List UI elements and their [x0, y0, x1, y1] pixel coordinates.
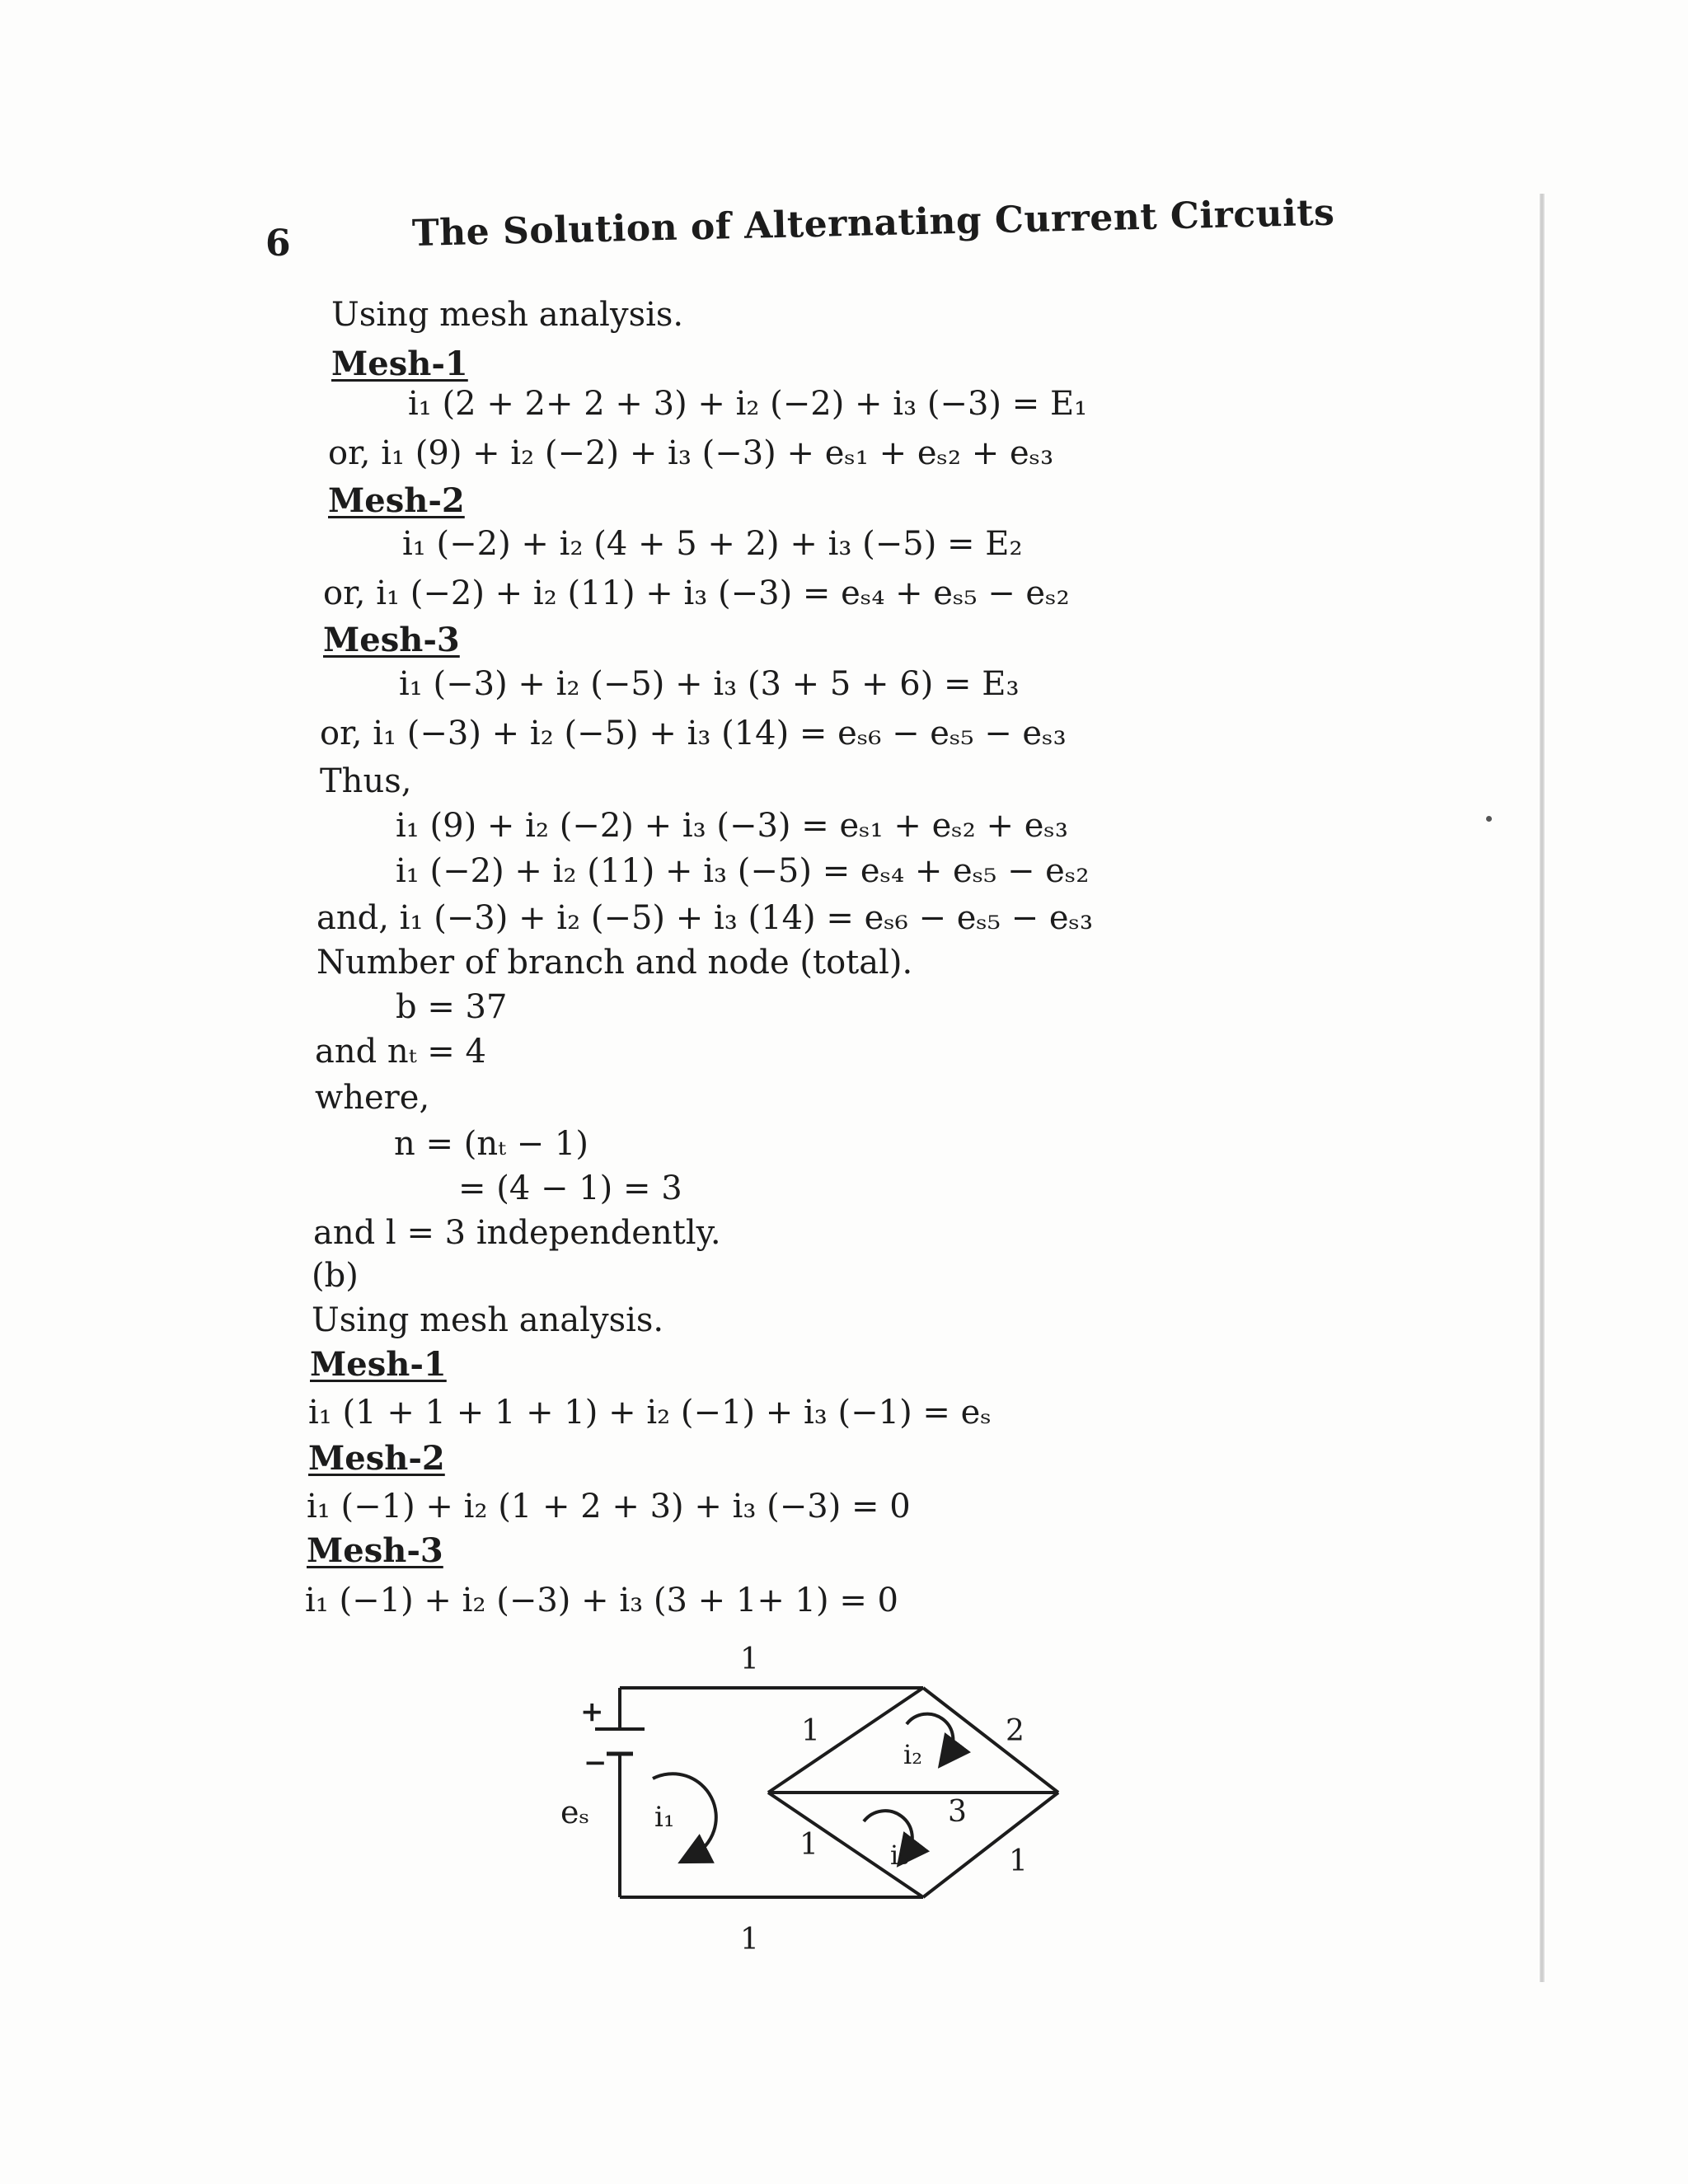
part-b-mesh1-eq: i₁ (1 + 1 + 1 + 1) + i₂ (−1) + i₃ (−1) = eₛ — [308, 1394, 992, 1432]
bottom-resistor-label: 1 — [740, 1923, 759, 1957]
part-a-mesh3-heading: Mesh-3 — [323, 621, 460, 659]
system-eq1: i₁ (9) + i₂ (−2) + i₃ (−3) = eₛ₁ + eₛ₂ + eₛ₃ — [396, 807, 1068, 845]
n-result: = (4 − 1) = 3 — [458, 1169, 682, 1207]
part-b-label: (b) — [312, 1257, 359, 1295]
l-value: and l = 3 independently. — [313, 1214, 721, 1252]
where-label: where, — [315, 1079, 430, 1117]
system-eq2: i₁ (−2) + i₂ (11) + i₃ (−5) = eₛ₄ + eₛ₅ − eₛ₂ — [396, 852, 1090, 890]
part-a-mesh1-eq2: or, i₁ (9) + i₂ (−2) + i₃ (−3) + eₛ₁ + eₛ₂ + eₛ₃ — [328, 434, 1054, 472]
part-a-mesh3-eq1: i₁ (−3) + i₂ (−5) + i₃ (3 + 5 + 6) = E₃ — [399, 665, 1020, 703]
branch-upper-left — [768, 1688, 923, 1793]
part-b-intro: Using mesh analysis. — [312, 1301, 664, 1339]
branch-upper-right — [923, 1688, 1058, 1793]
lower-left-resistor-label: 1 — [799, 1828, 818, 1862]
page-edge-shadow — [1540, 194, 1545, 1982]
thus-label: Thus, — [320, 762, 412, 800]
part-a-mesh2-eq1: i₁ (−2) + i₂ (4 + 5 + 2) + i₃ (−5) = E₂ — [402, 525, 1023, 563]
part-b-mesh1-heading: Mesh-1 — [310, 1345, 447, 1384]
loop-i2-label: i₂ — [903, 1739, 923, 1770]
page-number: 6 — [265, 223, 291, 265]
part-a-mesh2-eq2: or, i₁ (−2) + i₂ (11) + i₃ (−3) = eₛ₄ + eₛ₅ − eₛ₂ — [323, 574, 1070, 612]
circuit-diagram — [560, 1632, 1088, 1961]
loop-i1-label: i₁ — [654, 1801, 675, 1834]
system-eq3: and, i₁ (−3) + i₂ (−5) + i₃ (14) = eₛ₆ − eₛ₅ − eₛ₃ — [316, 899, 1094, 937]
source-minus-sign: − — [584, 1746, 607, 1779]
running-title: The Solution of Alternating Current Circuits — [411, 191, 1335, 255]
source-label: eₛ — [560, 1794, 590, 1830]
part-a-mesh1-heading: Mesh-1 — [331, 344, 468, 383]
b-value: b = 37 — [396, 988, 508, 1026]
branch-lower-right — [923, 1793, 1058, 1897]
lower-right-resistor-label: 1 — [1009, 1844, 1028, 1878]
part-b-mesh2-heading: Mesh-2 — [308, 1439, 445, 1478]
part-a-mesh3-eq2: or, i₁ (−3) + i₂ (−5) + i₃ (14) = eₛ₆ − eₛ₅ − eₛ₃ — [320, 715, 1067, 752]
nt-value: and nₜ = 4 — [315, 1033, 486, 1071]
branch-node-count: Number of branch and node (total). — [316, 944, 913, 982]
loop-i3-label: i₃ — [890, 1840, 910, 1871]
top-resistor-label: 1 — [740, 1643, 759, 1676]
upper-left-resistor-label: 1 — [801, 1714, 820, 1748]
speck — [1486, 816, 1492, 822]
upper-right-resistor-label: 2 — [1006, 1714, 1025, 1748]
part-a-mesh1-eq1: i₁ (2 + 2+ 2 + 3) + i₂ (−2) + i₃ (−3) = E₁ — [408, 385, 1088, 423]
middle-resistor-label: 3 — [948, 1795, 967, 1829]
part-b-mesh2-eq: i₁ (−1) + i₂ (1 + 2 + 3) + i₃ (−3) = 0 — [307, 1488, 911, 1526]
source-plus-sign: + — [580, 1695, 604, 1728]
part-a-intro: Using mesh analysis. — [331, 296, 684, 334]
part-a-mesh2-heading: Mesh-2 — [328, 481, 465, 520]
part-b-mesh3-eq: i₁ (−1) + i₂ (−3) + i₃ (3 + 1+ 1) = 0 — [305, 1582, 898, 1619]
part-b-mesh3-heading: Mesh-3 — [307, 1531, 443, 1570]
n-formula: n = (nₜ − 1) — [394, 1125, 588, 1163]
